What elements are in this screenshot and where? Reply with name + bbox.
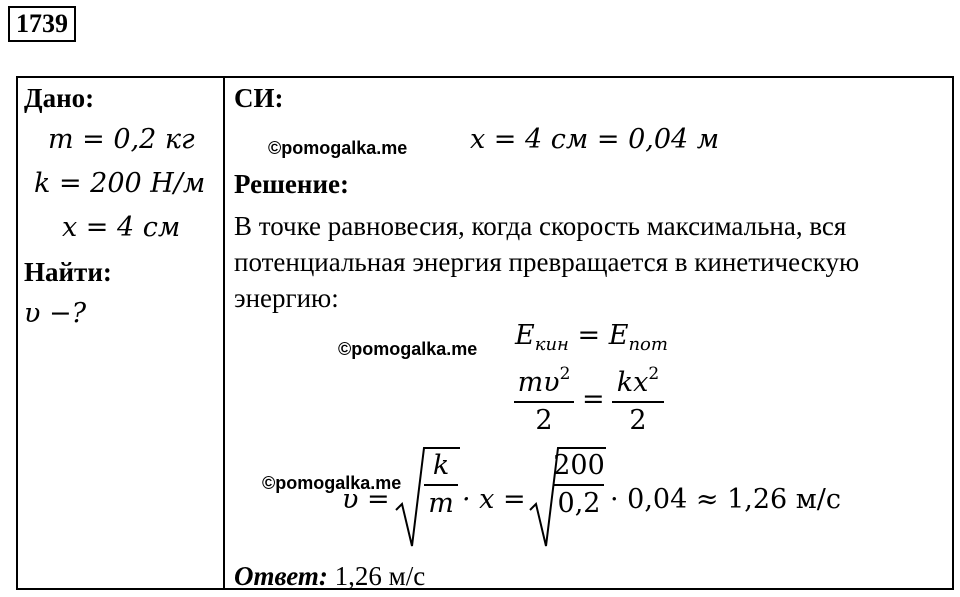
- si-heading: СИ:: [234, 83, 284, 113]
- fraction-bar: [514, 401, 574, 403]
- fraction-0-2-denominator: 0,2: [557, 488, 601, 519]
- answer-value: 1,26 м/с: [334, 561, 426, 591]
- fraction-bar: [554, 484, 604, 486]
- times-x-equals: · x =: [462, 484, 526, 515]
- watermark-3: ©pomogalka.me: [262, 473, 402, 493]
- equals-sign-2: =: [582, 384, 605, 415]
- fraction-kinetic-denominator: 2: [535, 405, 553, 436]
- solution-text-line-2: потенциальная энергия превращается в кинетическую: [234, 247, 860, 277]
- equation-energy-balance: [515, 320, 668, 361]
- fraction-m-denominator: m: [428, 488, 454, 519]
- equals-sign: =: [577, 320, 601, 351]
- fraction-potential: [612, 358, 664, 437]
- fraction-200-numerator: 200: [553, 450, 605, 481]
- find-heading: Найти:: [24, 257, 112, 287]
- potential-energy-symbol: E: [608, 320, 629, 351]
- given-heading: Дано:: [24, 83, 95, 113]
- fraction-kinetic-numerator: $m\upsilon^2$: [517, 364, 571, 398]
- find-quantity: υ −?: [24, 298, 87, 329]
- fraction-kinetic: [514, 358, 574, 437]
- given-displacement: x = 4 см: [62, 212, 181, 243]
- watermark-1: ©pomogalka.me: [268, 138, 408, 158]
- fraction-potential-denominator: 2: [629, 405, 647, 436]
- kinetic-subscript: кин: [534, 334, 569, 355]
- fraction-200-over-0-2: [554, 450, 604, 520]
- fraction-bar: [612, 401, 664, 403]
- potential-subscript: пот: [628, 334, 668, 355]
- velocity-symbol: υ =: [342, 484, 390, 515]
- column-divider: [223, 76, 225, 590]
- fraction-k-over-m: [424, 450, 458, 520]
- given-stiffness: k = 200 Н/м: [34, 168, 206, 199]
- fraction-potential-numerator: $kx^2$: [616, 364, 660, 398]
- si-conversion: x = 4 см = 0,04 м: [470, 124, 720, 155]
- kinetic-energy-symbol: E: [515, 320, 535, 351]
- fraction-k-numerator: k: [432, 450, 450, 481]
- solution-heading: Решение:: [234, 169, 349, 199]
- problem-number: 1739: [8, 6, 76, 42]
- solution-text-line-3: энергию:: [234, 283, 339, 313]
- given-mass: m = 0,2 кг: [48, 124, 195, 155]
- answer-line: [234, 560, 425, 592]
- velocity-result: · 0,04 ≈ 1,26 м/с: [610, 484, 841, 515]
- fraction-bar: [424, 484, 458, 486]
- solution-text-line-1: В точке равновесия, когда скорость максимальна, вся: [234, 211, 847, 241]
- watermark-2: ©pomogalka.me: [338, 339, 478, 359]
- answer-label: Ответ:: [234, 561, 328, 591]
